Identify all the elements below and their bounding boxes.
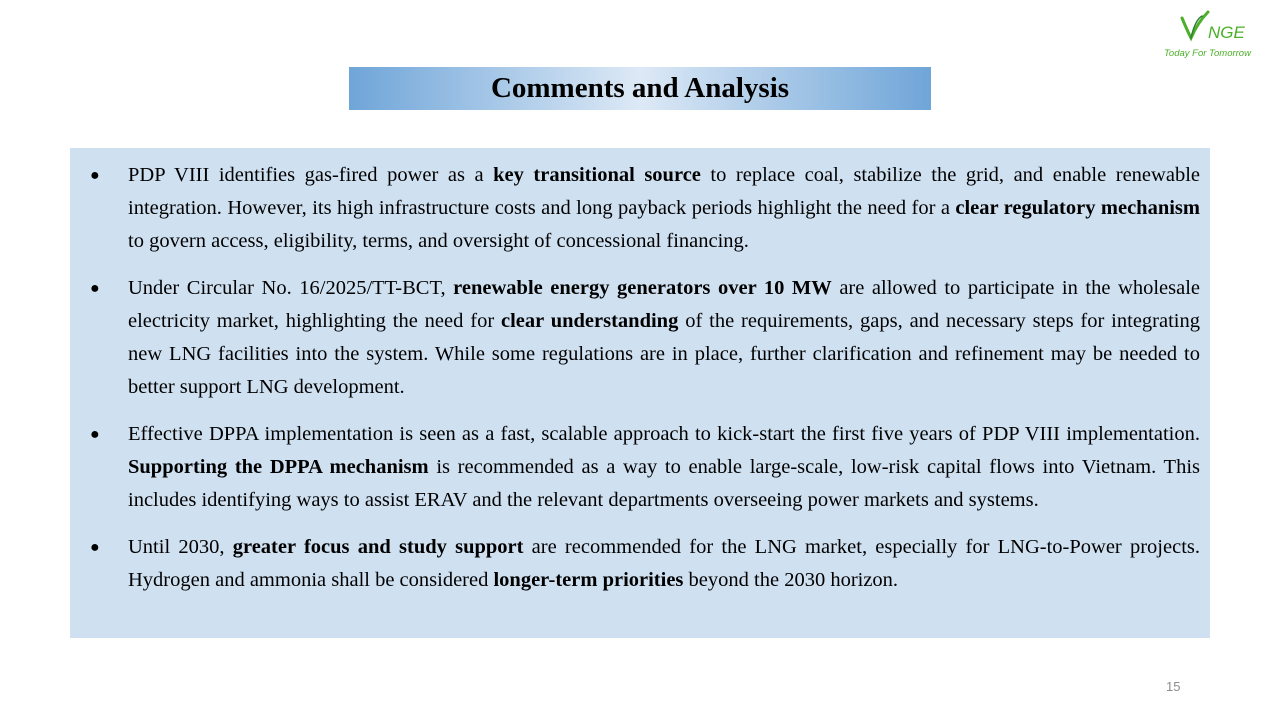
bullet-text: is recommended as a way to enable large-scale, low-risk capital flows into Vietnam. This includes identifying ways to assist ERAV and the relevant departments overseeing power markets and systems.: [128, 456, 1201, 511]
bullet-text: are allowed to participate in the wholesale electricity market, highlighting the need for: [128, 277, 1200, 332]
bullet-text: beyond the 2030 horizon.: [683, 569, 899, 591]
bullet-emphasis: Supporting the DPPA mechanism: [128, 456, 429, 478]
vnge-logo: [1160, 8, 1278, 63]
bullet-item: [90, 418, 1200, 517]
svg-text:NGE: NGE: [1208, 23, 1245, 42]
vnge-logo-wordmark: [1178, 8, 1264, 46]
bullet-dot-icon: ●: [90, 280, 100, 297]
bullet-dot-icon: ●: [90, 167, 100, 184]
bullet-text: to govern access, eligibility, terms, and oversight of concessional financing.: [128, 230, 749, 252]
bullet-item: [90, 272, 1200, 404]
bullet-item: [90, 531, 1200, 597]
bullet-emphasis: clear understanding: [501, 310, 679, 332]
bullet-emphasis: longer-term priorities: [493, 569, 684, 591]
bullet-text: of the requirements, gaps, and necessary steps for integrating new LNG facilities into the system. While some regulations are in place, further clarification and refinement may be needed to better support LNG development.: [128, 310, 1200, 398]
bullet-emphasis: clear regulatory mechanism: [955, 197, 1200, 219]
bullet-text: to replace coal, stabilize the grid, and enable renewable integration. However, its high infrastructure costs and long payback periods highlight the need for a: [128, 164, 1200, 219]
bullet-text: are recommended for the LNG market, especially for LNG-to-Power projects. Hydrogen and ammonia shall be considered: [128, 536, 1200, 591]
analysis-panel: [70, 148, 1210, 638]
bullet-emphasis: greater focus and study support: [232, 536, 524, 558]
bullet-dot-icon: ●: [90, 426, 100, 443]
slide-title: Comments and Analysis: [490, 72, 790, 104]
bullet-text: Effective DPPA implementation is seen as a fast, scalable approach to kick-start the first five years of PDP VIII implementation.: [128, 423, 1200, 445]
bullet-item: [90, 159, 1200, 258]
title-banner: [349, 67, 931, 110]
logo-tagline: Today For Tomorrow: [1164, 48, 1251, 59]
bullet-text: Until 2030,: [128, 536, 233, 558]
bullet-list: [90, 159, 1200, 597]
bullet-text: Under Circular No. 16/2025/TT-BCT,: [128, 277, 454, 299]
bullet-dot-icon: ●: [90, 539, 100, 556]
bullet-text: PDP VIII identifies gas-fired power as a: [128, 164, 494, 186]
page-number: 15: [1166, 679, 1181, 694]
bullet-emphasis: renewable energy generators over 10 MW: [453, 277, 832, 299]
bullet-emphasis: key transitional source: [493, 164, 701, 186]
